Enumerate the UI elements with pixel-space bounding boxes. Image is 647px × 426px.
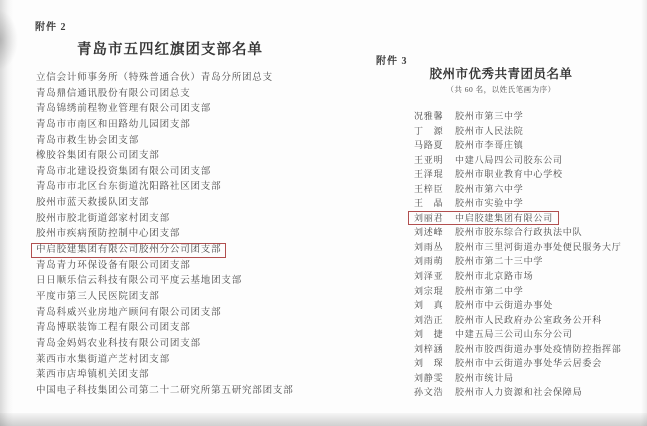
member-organization: 胶州市人民政府办公室政务公开科: [455, 314, 603, 325]
branch-name: 青岛鼎信通讯股份有限公司团总支: [36, 88, 191, 99]
list-item: [35, 321, 355, 337]
branch-name: 莱西市水集街道产芝村团支部: [36, 354, 170, 365]
branch-name: 立信会计师事务所（特殊普通合伙）青岛分所团总支: [36, 73, 273, 83]
member-organization: 胶州市第二中学: [455, 285, 524, 296]
member-name: 刘浩正: [414, 314, 444, 325]
list-item: [375, 240, 647, 255]
member-name: 刘雨丛: [414, 241, 444, 252]
member-row: [408, 269, 539, 284]
member-row: [408, 196, 530, 211]
member-organization: 胶州市中云街道办事处: [455, 300, 554, 311]
list-item: [35, 134, 355, 150]
member-organization: 胶州市胶东综合行政执法中队: [455, 227, 583, 238]
list-item: [375, 196, 647, 211]
member-name: 孙文浩: [414, 387, 444, 398]
member-name: 刘雨萌: [414, 256, 444, 267]
member-organization: 胶州市第二十三中学: [455, 256, 544, 267]
member-name: 刘梓涵: [414, 343, 444, 354]
list-item: [35, 337, 355, 353]
member-organization: 胶州市李哥庄镇: [455, 140, 524, 151]
branch-name: 青岛市市南区和田路幼儿园团支部: [36, 119, 191, 130]
member-organization: 胶州市实验中学: [455, 198, 524, 209]
member-name: 丁 源: [414, 125, 444, 136]
member-organization: 胶州市胶西街道办事处疫情防控指挥部: [455, 343, 622, 354]
member-name: 王梓臣: [414, 183, 444, 194]
list-item: [35, 368, 355, 384]
member-name: 王 晶: [414, 198, 444, 209]
member-name: 况雅馨: [414, 111, 444, 121]
member-row: [408, 240, 628, 255]
list-item: [375, 371, 647, 386]
branch-name: 青岛科威兴业房地产顾问有限公司团支部: [36, 307, 222, 318]
branch-name: 青岛博联装饰工程有限公司团支部: [36, 323, 191, 334]
member-row: [408, 284, 530, 299]
list-item: [375, 342, 647, 357]
member-row: [408, 254, 549, 269]
highlighted-branch-name: 中启胶建集团有限公司胶州分公司团支部: [31, 243, 226, 258]
list-item: [35, 102, 355, 118]
left-page-title: 青岛市五四红旗团支部名单: [77, 42, 263, 58]
member-row: [408, 371, 520, 386]
list-item: [35, 227, 355, 243]
list-item: [35, 274, 355, 290]
scan-shadow-bottom: [0, 413, 647, 426]
right-page-title: 胶州市优秀共青团员名单: [429, 67, 573, 81]
branch-name: 青岛市市北区台东街道沈阳路社区团支部: [36, 182, 222, 193]
member-name: 刘泽亚: [414, 271, 444, 282]
list-item: [375, 109, 647, 124]
branch-name: 橡胶谷集团有限公司团支部: [36, 151, 160, 162]
member-organization: 胶州市职业教育中心学校: [455, 169, 563, 180]
list-item: [375, 211, 647, 226]
branch-name: 中国电子科技集团公司第二十二研究所第五研究部团支部: [36, 385, 294, 396]
member-row: [408, 182, 530, 197]
list-item: [35, 259, 355, 275]
member-organization: 胶州市中云街道办事处华云居委会: [455, 358, 603, 369]
list-item: [375, 284, 647, 299]
list-item: [35, 243, 355, 259]
branch-name: 日日顺乐信云科技有限公司平度云基地团支部: [36, 276, 243, 287]
list-item: [35, 118, 355, 134]
branch-name: 胶州市疾病预防控制中心团支部: [36, 229, 181, 240]
member-row: [408, 138, 530, 153]
right-member-list: [375, 109, 647, 400]
member-organization: 胶州市人力资源和社会保障局: [455, 387, 583, 398]
branch-name: 莱西市店埠镇机关团支部: [36, 370, 150, 381]
list-item: [35, 384, 355, 400]
member-row: [408, 327, 579, 342]
list-item: [35, 196, 355, 212]
member-name: 刘静雯: [414, 372, 444, 383]
member-organization: 胶州市统计局: [455, 372, 514, 383]
list-item: [35, 180, 355, 196]
member-row: [408, 313, 608, 328]
member-organization: 胶州市三里河街道办事处便民服务大厅: [455, 241, 622, 252]
list-item: [375, 298, 647, 313]
list-item: [375, 182, 647, 197]
list-item: [35, 87, 355, 103]
list-item: [35, 71, 355, 87]
member-organization: 中启胶建集团有限公司: [455, 212, 554, 223]
list-item: [375, 269, 647, 284]
member-organization: 胶州市第三中学: [455, 111, 524, 121]
scan-shadow-top-left: [0, 10, 18, 70]
member-organization: 胶州市人民法院: [455, 125, 524, 136]
list-item: [35, 353, 355, 369]
list-item: [375, 313, 647, 328]
highlighted-member-row: [408, 211, 559, 226]
list-item: [35, 212, 355, 228]
member-name: 刘丽君: [414, 212, 444, 223]
list-item: [375, 167, 647, 182]
member-name: 王亚明: [414, 154, 444, 165]
list-item: [35, 165, 355, 181]
branch-name: 青岛金妈妈农业科技有限公司团支部: [36, 338, 201, 349]
member-row: [408, 298, 559, 313]
member-row: [408, 385, 588, 400]
member-organization: 胶州市第六中学: [455, 183, 524, 194]
list-item: [35, 306, 355, 322]
list-item: [375, 153, 647, 168]
branch-name: 胶州市胶北街道郐家村团支部: [36, 213, 170, 224]
list-item: [35, 290, 355, 306]
member-row: [408, 342, 628, 357]
branch-name: 平度市第三人民医院团支部: [36, 291, 160, 302]
list-item: [35, 149, 355, 165]
member-name: 刘 捷: [414, 329, 444, 340]
member-row: [408, 124, 530, 139]
right-page-subtitle: （共 60 名，以姓氏笔画为序）: [446, 85, 556, 94]
list-item: [375, 138, 647, 153]
list-item: [375, 225, 647, 240]
member-row: [408, 225, 588, 240]
branch-name: 青岛锦绣前程物业管理有限公司团支部: [36, 104, 212, 115]
attachment-2-label: 附件 2: [35, 22, 67, 33]
list-item: [375, 327, 647, 342]
member-row: [408, 167, 569, 182]
member-row: [408, 109, 530, 124]
member-row: [408, 356, 608, 371]
member-name: 刘宗琨: [414, 285, 444, 296]
list-item: [375, 124, 647, 139]
list-item: [375, 254, 647, 269]
member-name: 马路夏: [414, 140, 444, 151]
list-item: [375, 385, 647, 400]
member-organization: 中建五局三公司山东分公司: [455, 329, 573, 340]
member-organization: 中建八局四公司胶东公司: [455, 154, 563, 165]
branch-name: 青岛市救生协会团支部: [36, 135, 140, 146]
member-name: 王泽琨: [414, 169, 444, 180]
member-organization: 胶州市北京路市场: [455, 271, 534, 282]
member-row: [408, 153, 569, 168]
branch-name: 青岛青力环保设备有限公司团支部: [36, 260, 191, 271]
branch-name: 胶州市蓝天救援队团支部: [36, 198, 150, 209]
attachment-3-label: 附件 3: [376, 56, 408, 67]
member-name: 刘 真: [414, 300, 444, 311]
left-branch-list: [35, 71, 355, 399]
member-name: 刘 琛: [414, 358, 444, 369]
branch-name: 青岛市北建设投资集团有限公司团支部: [36, 166, 212, 177]
member-name: 刘述峰: [414, 227, 444, 238]
list-item: [375, 356, 647, 371]
